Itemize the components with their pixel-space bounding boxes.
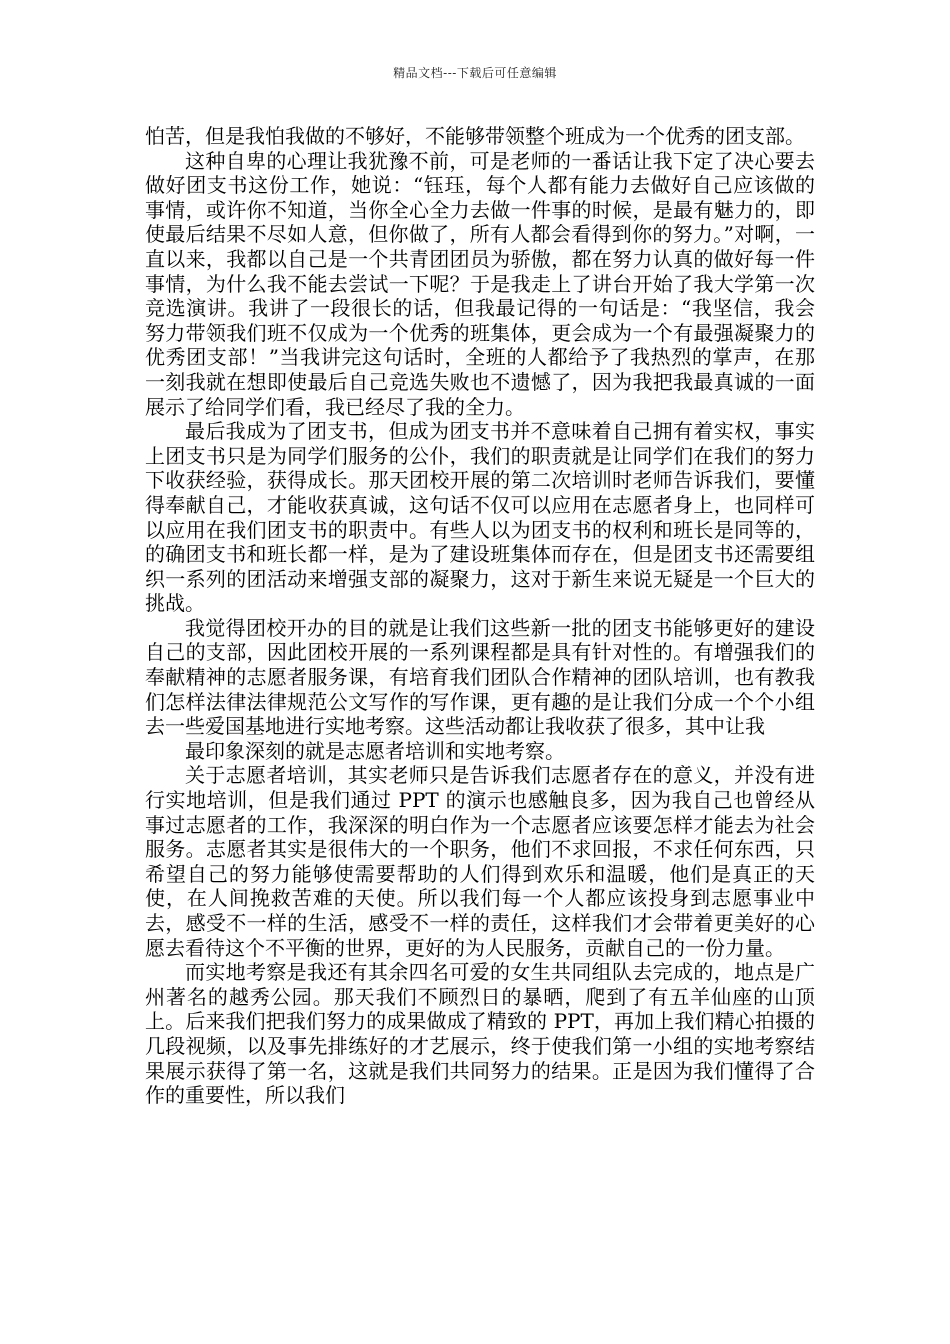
paragraph: 最印象深刻的就是志愿者培训和实地考察。 — [185, 738, 565, 763]
page-header: 精品文档---下载后可任意编辑 — [393, 66, 557, 80]
paragraph: 而实地考察是我还有其余四名可爱的女生共同组队去完成的，地点是广州著名的越秀公园。那天我们不顾烈日的暴晒，爬到了有五羊仙座的山顶上。后来我们把我们努力的成果做成了精致的 PPT，再加上我们精心拍摄的几段视频，以及事先排练好的才艺展示，终于使我们第一小组的实地考察结果展示获得了第一名，这就是我们共同努力的结果。正是因为我们懂得了合作的重要性，所以我们 — [145, 960, 815, 1108]
document-body — [145, 124, 815, 1108]
paragraph-continuation: 怕苦，但是我怕我做的不够好，不能够带领整个班成为一个优秀的团支部。 — [145, 124, 805, 148]
paragraph: 关于志愿者培训，其实老师只是告诉我们志愿者存在的意义，并没有进行实地培训，但是我们通过 PPT 的演示也感触良多，因为我自己也曾经从事过志愿者的工作，我深深的明白作为一个志愿者应该要怎样才能去为社会服务。志愿者其实是很伟大的一个职务，他们不求回报，不求任何东西，只希望自己的努力能够使需要帮助的人们得到欢乐和温暖，他们是真正的天使，在人间挽救苦难的天使。所以我们每一个人都应该投身到志愿事业中去，感受不一样的生活，感受不一样的责任，这样我们才会带着更美好的心愿去看待这个不平衡的世界，更好的为人民服务，贡献自己的一份力量。 — [145, 763, 815, 960]
paragraph: 我觉得团校开办的目的就是让我们这些新一批的团支书能够更好的建设自己的支部，因此团校开展的一系列课程都是具有针对性的。有增强我们的奉献精神的志愿者服务课，有培育我们团队合作精神的团队培训，也有教我们怎样法律法律规范公文写作的写作课，更有趣的是让我们分成一个个小组去一些爱国基地进行实地考察。这些活动都让我收获了很多，其中让我 — [145, 615, 815, 739]
paragraph: 最后我成为了团支书，但成为团支书并不意味着自己拥有着实权，事实上团支书只是为同学们服务的公仆，我们的职责就是让同学们在我们的努力下收获经验，获得成长。那天团校开展的第二次培训时老师告诉我们，要懂得奉献自己，才能收获真诚，这句话不仅可以应用在志愿者身上，也同样可以应用在我们团支书的职责中。有些人以为团支书的权利和班长是同等的，的确团支书和班长都一样，是为了建设班集体而存在，但是团支书还需要组织一系列的团活动来增强支部的凝聚力，这对于新生来说无疑是一个巨大的挑战。 — [145, 419, 815, 616]
paragraph: 这种自卑的心理让我犹豫不前，可是老师的一番话让我下定了决心要去做好团支书这份工作，她说：“钰珏，每个人都有能力去做好自己应该做的事情，或许你不知道，当你全心全力去做一件事的时候，是最有魅力的，即使最后结果不尽如人意，但你做了，所有人都会看得到你的努力。”对啊，一直以来，我都以自己是一个共青团团员为骄傲，都在努力认真的做好每一件事情，为什么我不能去尝试一下呢？于是我走上了讲台开始了我大学第一次竞选演讲。我讲了一段很长的话，但我最记得的一句话是：“我坚信，我会努力带领我们班不仅成为一个优秀的班集体，更会成为一个有最强凝聚力的优秀团支部！”当我讲完这句话时，全班的人都给予了我热烈的掌声，在那一刻我就在想即使最后自己竞选失败也不遗憾了，因为我把我最真诚的一面展示了给同学们看，我已经尽了我的全力。 — [145, 148, 815, 419]
